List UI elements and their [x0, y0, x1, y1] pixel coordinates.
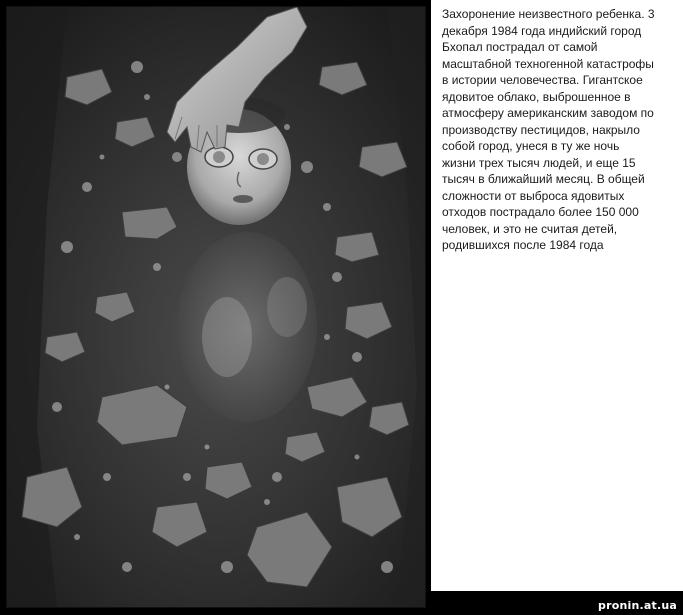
watermark-text: pronin.at.ua — [598, 599, 677, 612]
photo — [6, 6, 426, 608]
photo-image-icon — [7, 7, 425, 607]
caption-panel — [431, 0, 683, 591]
caption-text: Захоронение неизвестного ребенка. 3 декабря 1984 года индийский город Бхопал пострадал от самой масштабной техногенной катастрофы в истории человечества. Гигантское ядовитое облако, выброшенное в атмосферу американским заводом по производству пестицидов, накрыло собой город, унеся в ту же ночь жизни трех тысяч людей, и еще 15 тысяч в ближайший месяц. В общей сложности от выброса ядовитых отходов пострадало более 150 000 человек, и это не считая детей, родившихся после 1984 года — [442, 7, 655, 252]
